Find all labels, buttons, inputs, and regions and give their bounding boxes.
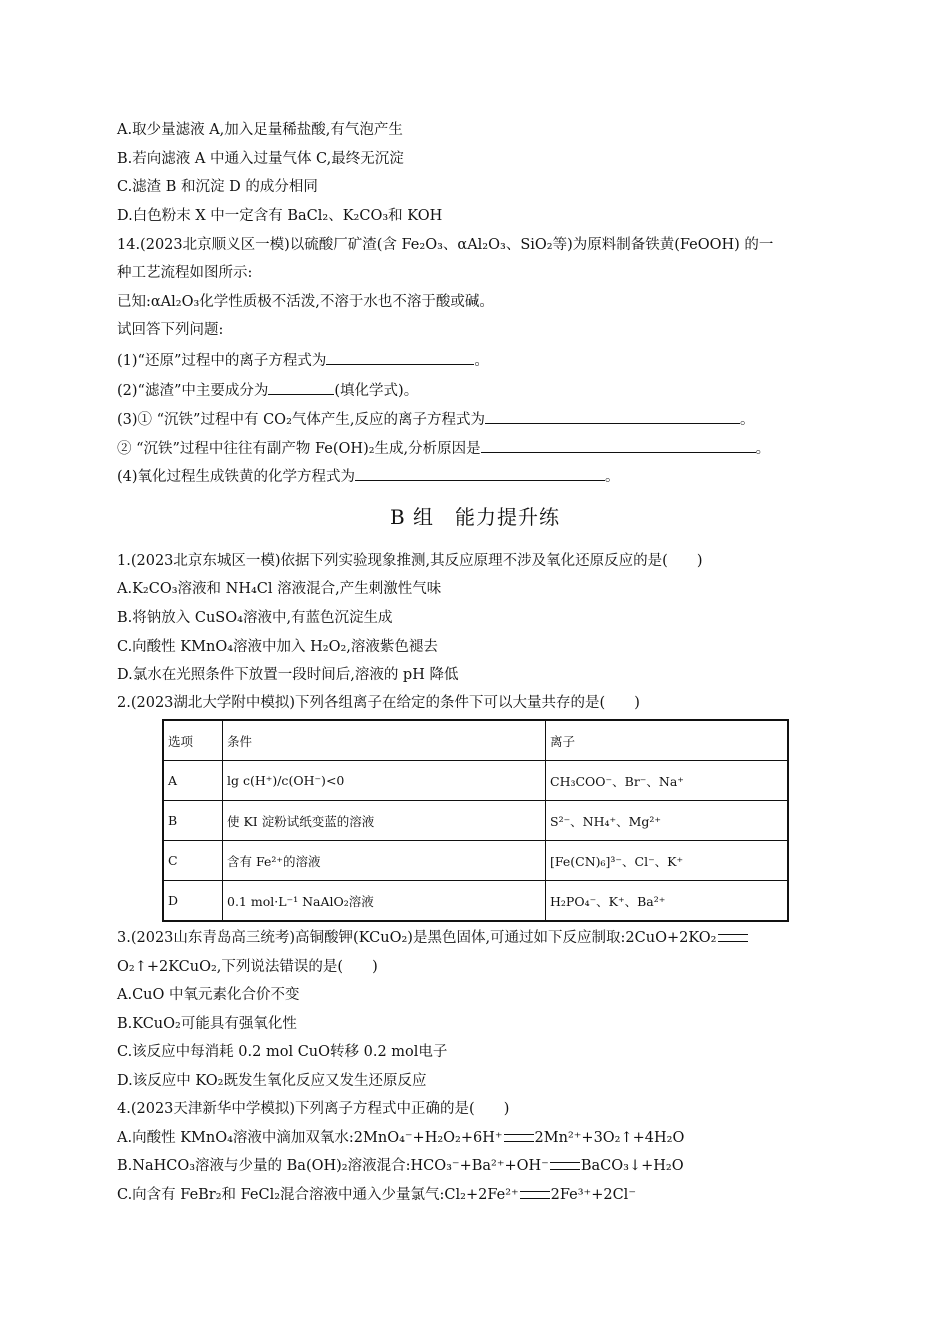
known-info: 已知:αAl₂O₃化学性质极不活泼,不溶于水也不溶于酸或碱。 [117,294,494,310]
question-1-option-d: D.氯水在光照条件下放置一段时间后,溶液的 pH 降低 [117,667,459,683]
answer-blank[interactable] [485,409,740,424]
q14-part3b-text: ② “沉铁”过程中往往有副产物 Fe(OH)₂生成,分析原因是 [117,441,481,457]
question-1-option-b: B.将钠放入 CuSO₄溶液中,有蓝色沉淀生成 [117,610,393,626]
question-3-option-a: A.CuO 中氧元素化合价不变 [117,987,300,1003]
equation-right: BaCO₃↓+H₂O [580,1158,684,1174]
question-1-option-a: A.K₂CO₃溶液和 NH₄Cl 溶液混合,产生刺激性气味 [117,581,442,597]
q14-part2 [117,380,418,401]
question-3-option-d: D.该反应中 KO₂既发生氧化反应又发生还原反应 [117,1073,427,1089]
question-3-stem-cont: O₂↑+2KCuO₂,下列说法错误的是( ) [117,959,378,975]
q14-part3 [117,409,755,430]
table-cell: D [163,881,223,922]
table-row [163,761,788,801]
reaction-equals-icon [550,1162,580,1170]
table-cell: 0.1 mol·L⁻¹ NaAlO₂溶液 [223,881,546,922]
equation-right: 2Mn²⁺+3O₂↑+4H₂O [534,1130,685,1146]
table-cell: A [163,761,223,801]
question-4-option-c [117,1185,636,1205]
question-4-option-b [117,1156,684,1176]
table-header: 选项 [163,720,223,761]
question-2-stem: 2.(2023湖北大学附中模拟)下列各组离子在给定的条件下可以大量共存的是( ) [117,695,640,711]
question-14-stem: 14.(2023北京顺义区一模)以硫酸厂矿渣(含 Fe₂O₃、αAl₂O₃、SiO₂等)为原料制备铁黄(FeOOH) 的一 [117,237,774,253]
answer-blank[interactable] [355,466,605,481]
q14-part2-text: (2)“滤渣”中主要成分为 [117,383,269,399]
table-cell: CH₃COO⁻、Br⁻、Na⁺ [546,761,789,801]
question-3-stem-text: 3.(2023山东青岛高三统考)高铜酸钾(KCuO₂)是黑色固体,可通过如下反应制取:2CuO+2KO₂ [117,930,717,946]
reaction-equals-icon [520,1191,550,1199]
options-table [162,719,789,922]
q14-part4-end: 。 [605,469,620,485]
equation-right: 2Fe³⁺+2Cl⁻ [550,1187,636,1203]
equation-left: C.向含有 FeBr₂和 FeCl₂混合溶液中通入少量氯气:Cl₂+2Fe²⁺ [117,1187,519,1203]
answer-blank[interactable] [326,350,474,365]
section-heading: B 组 能力提升练 [389,505,561,529]
table-cell: 含有 Fe²⁺的溶液 [223,841,546,881]
reaction-equals-icon [718,934,748,942]
question-3-stem [117,928,749,948]
instruction: 试回答下列问题: [117,322,224,338]
q14-part3b-end: 。 [755,441,771,457]
table-row [163,841,788,881]
q14-part4 [117,466,620,487]
table-cell: [Fe(CN)₆]³⁻、Cl⁻、K⁺ [546,841,789,881]
q14-part1-text: (1)“还原”过程中的离子方程式为 [117,353,327,369]
q14-part2-end: (填化学式)。 [334,383,419,399]
table-header: 离子 [546,720,789,761]
q14-part1-end: 。 [474,353,489,369]
option-line: B.若向滤液 A 中通入过量气体 C,最终无沉淀 [117,151,404,167]
option-line: C.滤渣 B 和沉淀 D 的成分相同 [117,179,318,195]
table-cell: B [163,801,223,841]
table-header: 条件 [223,720,546,761]
question-4-option-a [117,1128,684,1148]
q14-part4-text: (4)氧化过程生成铁黄的化学方程式为 [117,469,356,485]
equation-left: B.NaHCO₃溶液与少量的 Ba(OH)₂溶液混合:HCO₃⁻+Ba²⁺+OH⁻ [117,1158,549,1174]
q14-part3b [117,438,770,459]
option-line: D.白色粉末 X 中一定含有 BaCl₂、K₂CO₃和 KOH [117,208,443,224]
q14-part1 [117,350,489,371]
q14-part3-end: 。 [740,412,755,428]
answer-blank[interactable] [481,438,756,453]
table-row [163,881,788,922]
question-4-stem: 4.(2023天津新华中学模拟)下列离子方程式中正确的是( ) [117,1101,510,1117]
question-1-stem: 1.(2023北京东城区一模)依据下列实验现象推测,其反应原理不涉及氧化还原反应的是( ) [117,553,703,569]
answer-blank[interactable] [268,380,334,395]
table-cell: lg c(H⁺)/c(OH⁻)<0 [223,761,546,801]
question-3-option-b: B.KCuO₂可能具有强氧化性 [117,1016,297,1032]
table-header-row [163,720,788,761]
table-cell: S²⁻、NH₄⁺、Mg²⁺ [546,801,789,841]
table-cell: 使 KI 淀粉试纸变蓝的溶液 [223,801,546,841]
table-row [163,801,788,841]
question-3-option-c: C.该反应中每消耗 0.2 mol CuO转移 0.2 mol电子 [117,1044,448,1060]
table-cell: C [163,841,223,881]
question-1-option-c: C.向酸性 KMnO₄溶液中加入 H₂O₂,溶液紫色褪去 [117,639,438,655]
table-cell: H₂PO₄⁻、K⁺、Ba²⁺ [546,881,789,922]
q14-part3-text: (3)① “沉铁”过程中有 CO₂气体产生,反应的离子方程式为 [117,412,485,428]
reaction-equals-icon [504,1134,534,1142]
question-14-stem-cont: 种工艺流程如图所示: [117,265,253,281]
equation-left: A.向酸性 KMnO₄溶液中滴加双氧水:2MnO₄⁻+H₂O₂+6H⁺ [117,1130,503,1146]
option-line: A.取少量滤液 A,加入足量稀盐酸,有气泡产生 [117,122,403,138]
